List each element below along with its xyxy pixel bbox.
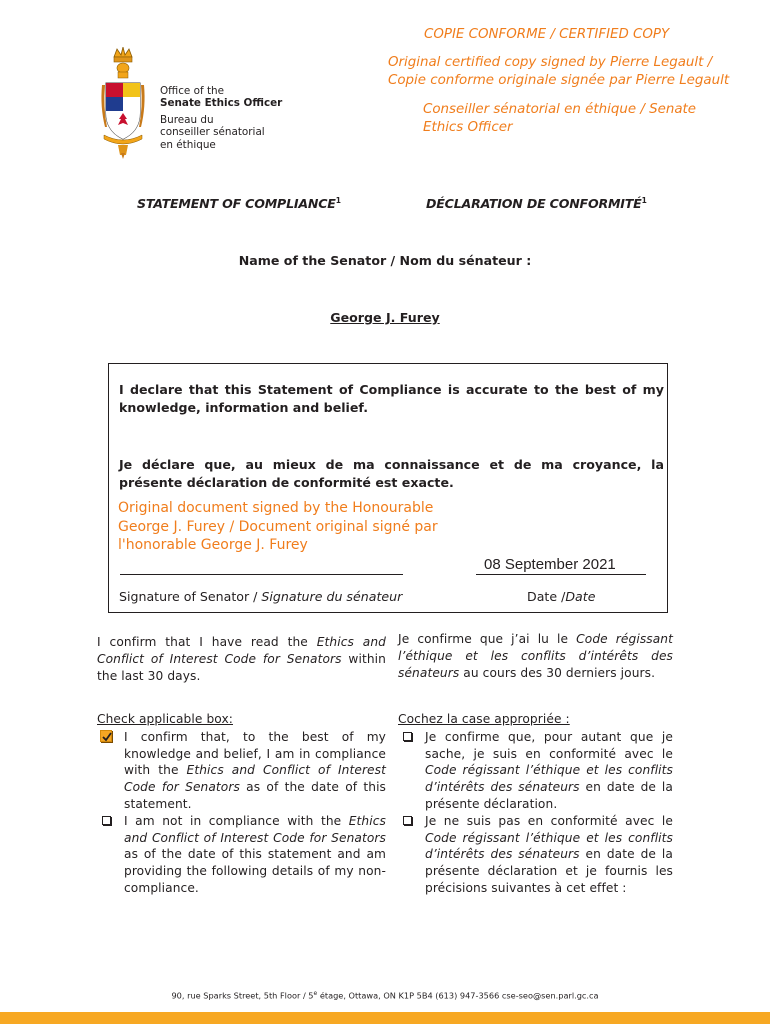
footer-accent-bar: [0, 1012, 770, 1024]
checked-checkbox-icon[interactable]: [100, 730, 112, 742]
statement-heading-en-text: STATEMENT OF COMPLIANCE: [137, 196, 336, 212]
certified-copy-role: [423, 101, 696, 137]
signature-label-en: Signature of Senator /: [119, 589, 262, 604]
senator-name-label: Name of the Senator / Nom du sénateur :: [238, 253, 532, 268]
footer-address: 90, rue Sparks Street, 5th Floor / 5e étage, Ottawa, ON K1P 5B4 (613) 947-3566 cse-seo@sen.parl.gc.ca: [171, 990, 599, 1001]
check-section-fr: [398, 711, 673, 897]
check-section-en: [97, 711, 386, 897]
signed-by-line1: Original document signed by the Honourable: [118, 500, 434, 516]
signed-by-note: [118, 499, 478, 555]
office-name: [160, 85, 282, 151]
compliance-option-en-1[interactable]: I confirm that, to the best of my knowledge and belief, I am in compliance with the Ethics and Conflict of Interest Code for Senators as of the date of this statement.: [97, 729, 386, 813]
office-name-en-line2: Senate Ethics Officer: [160, 97, 283, 110]
date-label-fr: Date: [565, 589, 596, 604]
signed-by-line2: George J. Furey / Document original signé par: [118, 518, 438, 535]
office-name-fr-line2: conseiller sénatorial: [160, 126, 265, 139]
confirm-read-en: I confirm that I have read the Ethics and Conflict of Interest Code for Senators within the last 30 days.: [97, 635, 386, 683]
compliance-option-fr-2[interactable]: Je ne suis pas en conformité avec le Code régissant l’éthique et les conflits d’intérêts des sénateurs en date de la présente déclaration et je fournis les précisions suivantes à cet effet :: [398, 813, 673, 897]
canada-coat-of-arms-icon: [100, 47, 146, 159]
footnote-mark: 1: [641, 196, 647, 205]
office-name-en-line1: Office of the: [160, 85, 225, 97]
declaration-fr: Je déclare que, au mieux de ma connaissance et de ma croyance, la présente déclaration de conformité est exacte.: [119, 457, 664, 490]
confirm-read-fr: Je confirme que j’ai lu le Code régissant l’éthique et les conflits d’intérêts des sénateurs au cours des 30 derniers jours.: [398, 632, 673, 680]
senator-name-value: George J. Furey: [330, 310, 440, 325]
office-name-fr-line3: en éthique: [160, 138, 216, 151]
compliance-option-en-2[interactable]: I am not in compliance with the Ethics and Conflict of Interest Code for Senators as of the date of this statement and am providing the following details of my non-compliance.: [97, 813, 386, 897]
checkbox-icon[interactable]: [102, 816, 111, 825]
date-label-en: Date /: [527, 589, 566, 604]
compliance-option-fr-1[interactable]: Je confirme que, pour autant que je sache, je suis en conformité avec le Code régissant l’éthique et les conflits d’intérêts des sénateurs en date de la présente déclaration.: [398, 729, 673, 813]
date-label: [527, 589, 595, 604]
check-title-fr: Cochez la case appropriée :: [398, 712, 570, 726]
certified-signature-line2: Copie conforme originale signée par Pierre Legault: [388, 73, 730, 88]
statement-heading-fr: [426, 196, 647, 211]
crest-logo: [100, 47, 146, 159]
signature-label: [119, 589, 402, 604]
certified-copy-heading: COPIE CONFORME / CERTIFIED COPY: [424, 27, 670, 42]
certified-signature-line1: Original certified copy signed by Pierre Legault /: [388, 55, 713, 70]
certified-copy-signature-note: [388, 54, 729, 90]
declaration-en: I declare that this Statement of Compliance is accurate to the best of my knowledge, information and belief.: [119, 382, 664, 415]
date-line: [476, 574, 646, 575]
check-title-en: Check applicable box:: [97, 712, 233, 726]
footnote-mark: 1: [335, 196, 341, 205]
senator-name: [0, 310, 770, 325]
statement-heading-en: [137, 196, 341, 211]
checkbox-icon[interactable]: [403, 732, 412, 741]
statement-heading-fr-text: DÉCLARATION DE CONFORMITÉ: [426, 196, 642, 212]
certified-role-line2: Ethics Officer: [423, 120, 513, 135]
office-name-fr-line1: Bureau du: [160, 113, 214, 126]
checkbox-icon[interactable]: [403, 816, 412, 825]
signed-by-line3: l'honorable George J. Furey: [118, 537, 308, 553]
signature-label-fr: Signature du sénateur: [261, 589, 403, 604]
certified-role-line1: Conseiller sénatorial en éthique / Senate: [423, 102, 697, 117]
signature-date: 08 September 2021: [484, 556, 616, 573]
signature-line: [120, 574, 403, 575]
